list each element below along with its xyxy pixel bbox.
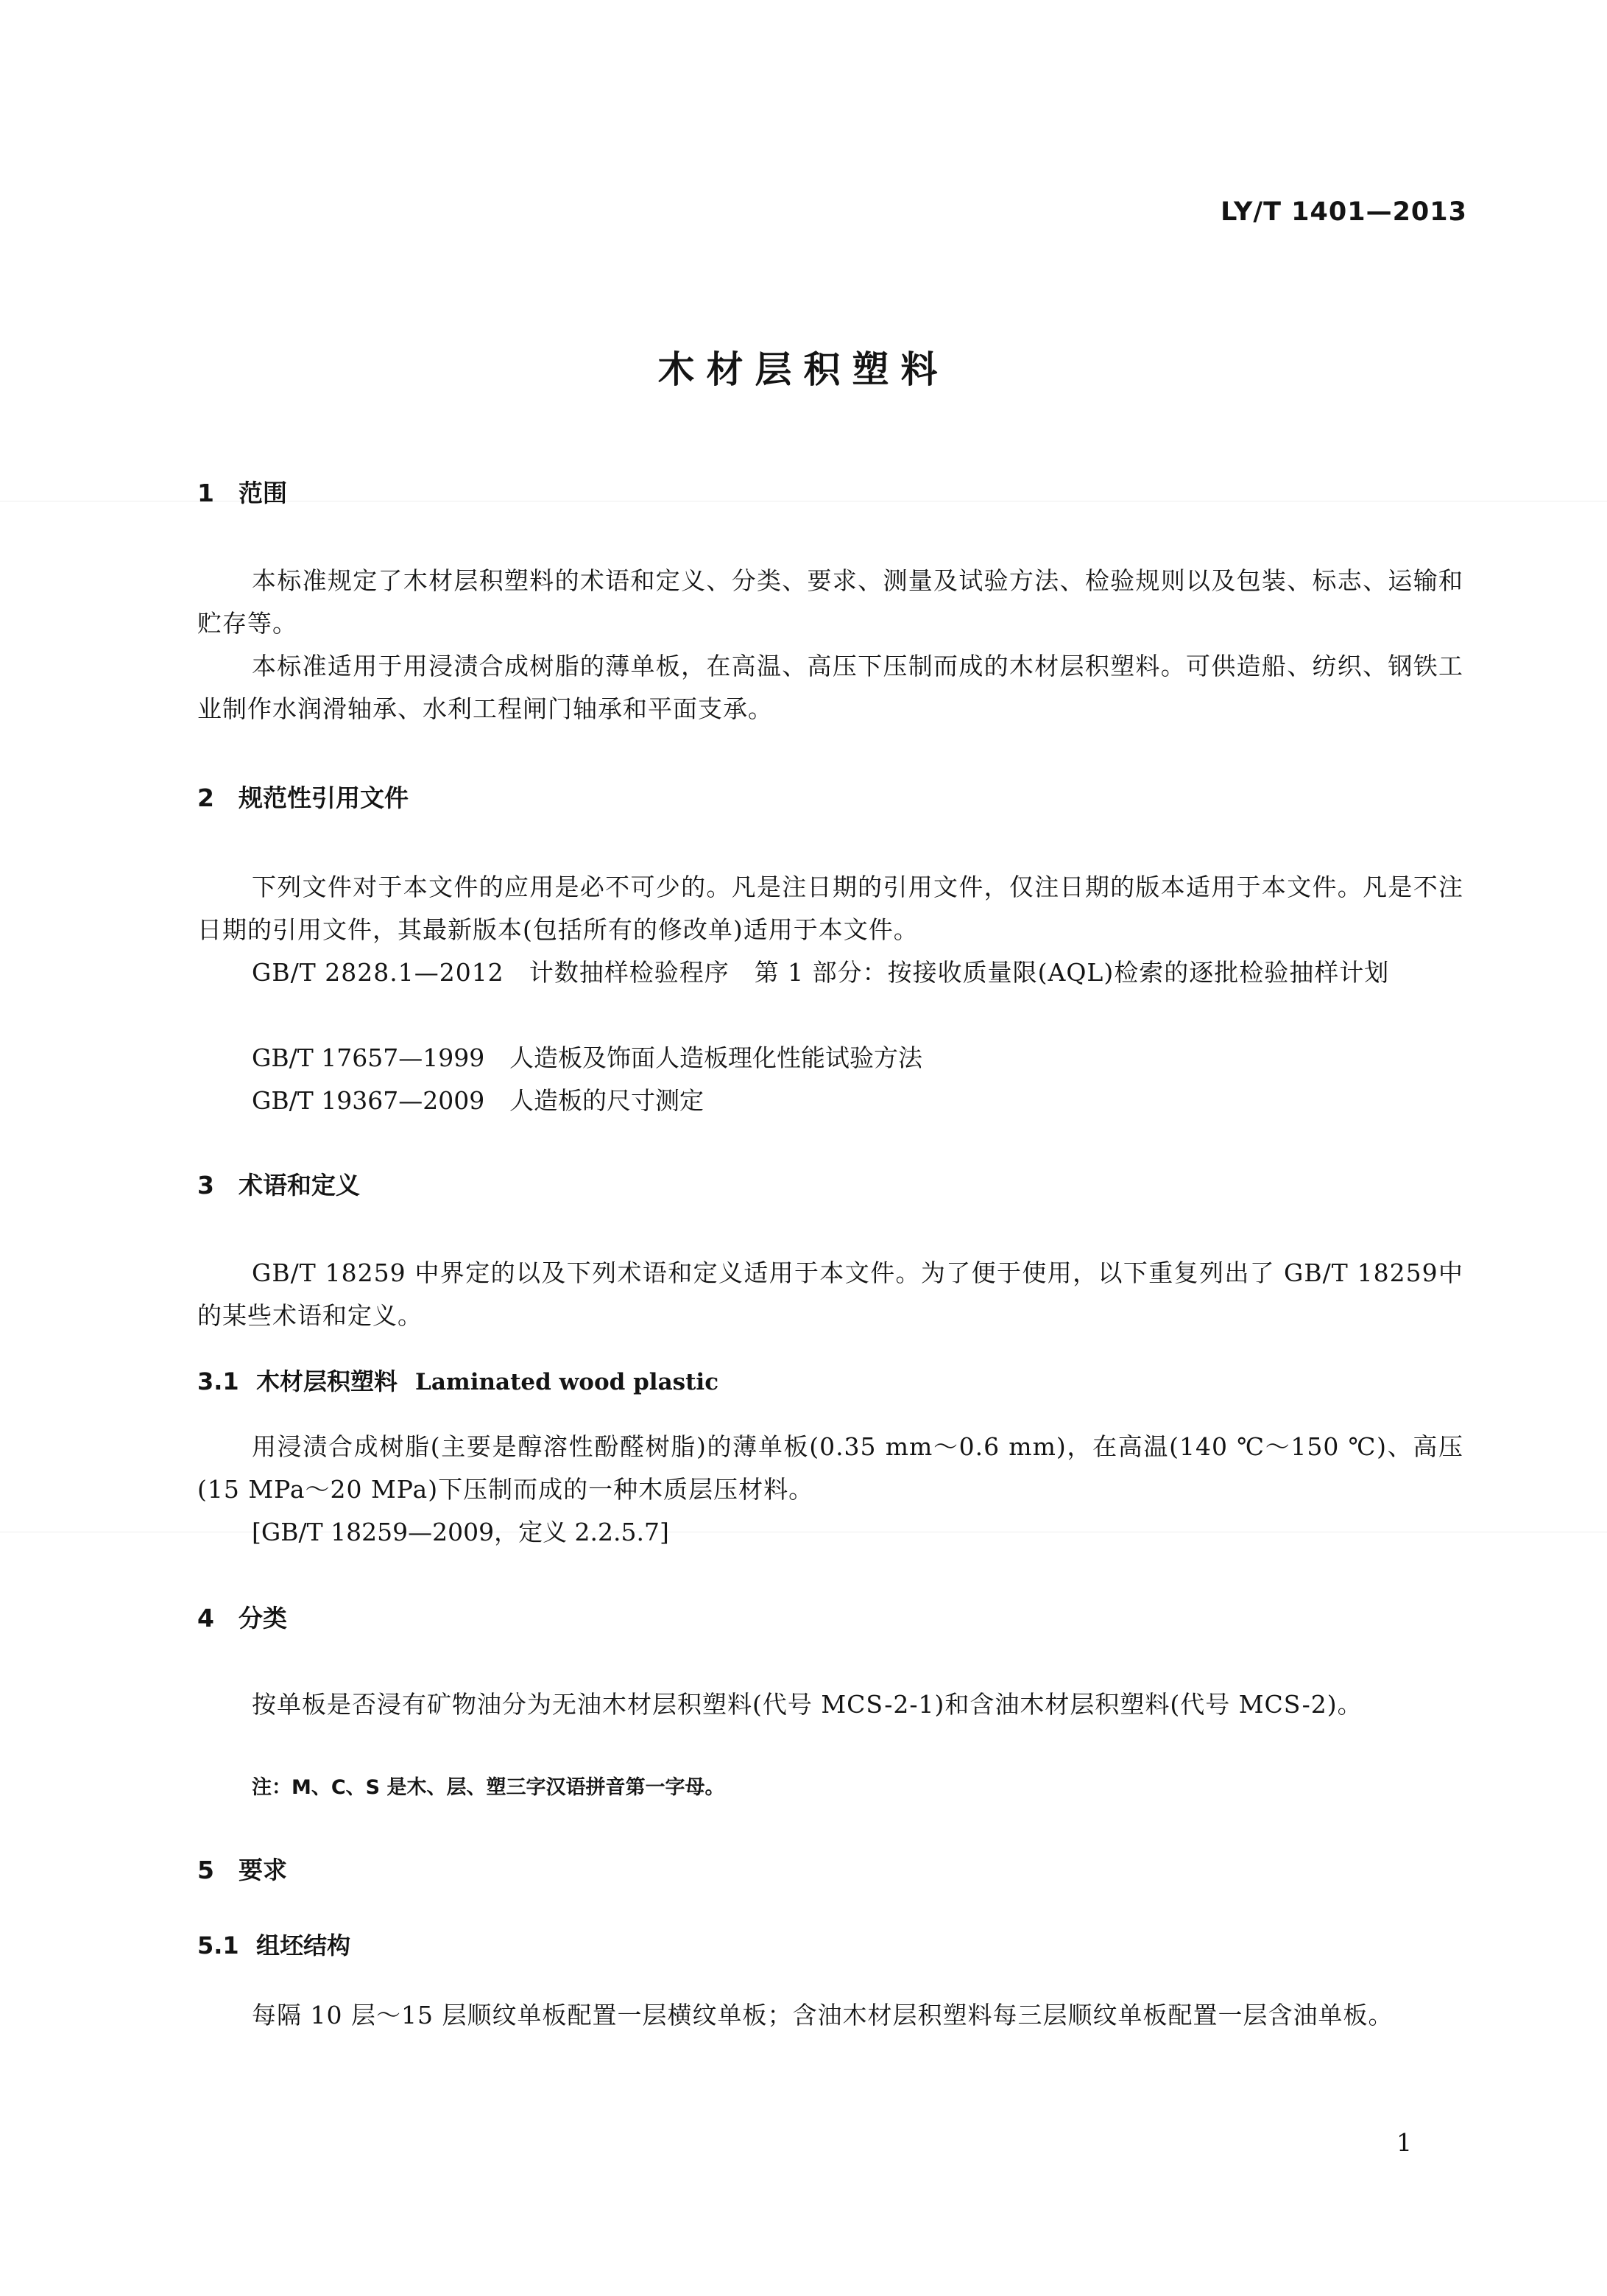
document-title: 木材层积塑料: [657, 348, 950, 391]
term-chinese: 木材层积塑料: [256, 1367, 398, 1395]
section-title: 术语和定义: [239, 1171, 360, 1200]
normative-refs-intro: 下列文件对于本文件的应用是必不可少的。凡是注日期的引用文件，仅注日期的版本适用于本文件。凡是不注日期的引用文件，其最新版本(包括所有的修改单)适用于本文件。: [197, 873, 1463, 944]
section-title: 范围: [239, 479, 287, 507]
subsection-number: 5.1: [197, 1931, 239, 1959]
section-number: 3: [197, 1171, 214, 1200]
section-2-heading: [197, 783, 409, 813]
reference-title: 计数抽样检验程序 第 1 部分：按接收质量限(AQL)检索的逐批检验抽样计划: [529, 958, 1390, 987]
reference-title: 人造板的尺寸测定: [509, 1086, 704, 1115]
reference-item: [252, 1080, 704, 1122]
page-number: 1: [1396, 2128, 1412, 2157]
section-4-heading: [197, 1604, 287, 1633]
definition-source: [GB/T 18259—2009，定义 2.2.5.7]: [252, 1518, 669, 1546]
subsection-3-1-heading: [197, 1367, 718, 1397]
section-number: 2: [197, 783, 214, 812]
reference-code: GB/T 19367—2009: [252, 1086, 485, 1115]
note-text: 注：M、C、S 是木、层、塑三字汉语拼音第一字母。: [252, 1776, 725, 1799]
terms-intro-paragraph: GB/T 18259 中界定的以及下列术语和定义适用于本文件。为了便于使用，以下重复列出了 GB/T 18259中的某些术语和定义。: [197, 1258, 1463, 1330]
section-title: 要求: [239, 1856, 287, 1884]
subsection-title: 组坯结构: [256, 1931, 351, 1959]
term-definition: 用浸渍合成树脂(主要是醇溶性酚醛树脂)的薄单板(0.35 mm～0.6 mm)，在高温(140 ℃～150 ℃)、高压(15 MPa～20 MPa)下压制而成的一种木质层压材料。: [197, 1432, 1463, 1504]
reference-item: [197, 951, 1463, 994]
reference-code: GB/T 2828.1—2012: [252, 958, 504, 987]
reference-code: GB/T 17657—1999: [252, 1043, 485, 1072]
section-number: 1: [197, 479, 214, 507]
reference-item: [252, 1037, 922, 1080]
blank-structure-paragraph: 每隔 10 层～15 层顺纹单板配置一层横纹单板；含油木材层积塑料每三层顺纹单板配置一层含油单板。: [252, 2001, 1394, 2029]
reference-title: 人造板及饰面人造板理化性能试验方法: [509, 1043, 922, 1072]
scope-paragraph-1: 本标准规定了木材层积塑料的术语和定义、分类、要求、测量及试验方法、检验规则以及包装、标志、运输和贮存等。: [197, 566, 1463, 638]
section-title: 规范性引用文件: [239, 783, 409, 812]
section-3-heading: [197, 1171, 360, 1200]
term-english: Laminated wood plastic: [415, 1369, 719, 1395]
section-number: 5: [197, 1856, 214, 1884]
subsection-5-1-heading: [197, 1931, 350, 1960]
section-1-heading: [197, 479, 287, 508]
section-title: 分类: [239, 1604, 287, 1633]
standard-code: LY/T 1401—2013: [1221, 197, 1467, 227]
subsection-number: 3.1: [197, 1367, 239, 1395]
scope-paragraph-2: 本标准适用于用浸渍合成树脂的薄单板，在高温、高压下压制而成的木材层积塑料。可供造船、纺织、钢铁工业制作水润滑轴承、水利工程闸门轴承和平面支承。: [197, 652, 1463, 723]
section-5-heading: [197, 1856, 287, 1885]
section-number: 4: [197, 1604, 214, 1633]
classification-paragraph: 按单板是否浸有矿物油分为无油木材层积塑料(代号 MCS-2-1)和含油木材层积塑料(代号 MCS-2)。: [252, 1690, 1363, 1719]
